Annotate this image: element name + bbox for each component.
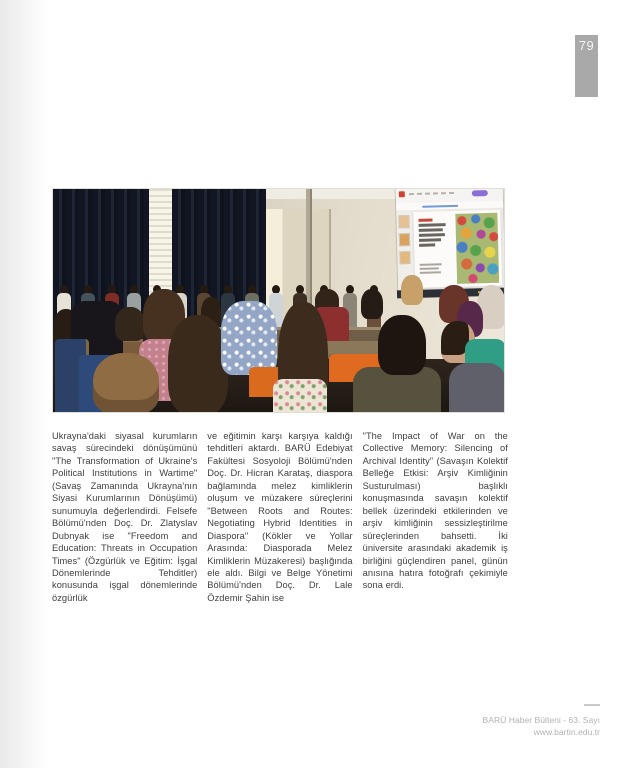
slide-thumbnail — [398, 215, 409, 228]
article-columns — [52, 430, 508, 604]
person-ponytail — [93, 353, 159, 413]
slide-canvas — [413, 210, 502, 288]
slide-title-line — [419, 233, 445, 236]
present-button-shape — [472, 190, 488, 196]
article-column-3: "The Impact of War on the Collective Memory: Silencing of Archival Identity" (Savaşın Kolektif Belleğe Etkisi: Arşiv Kimliğinin Susturulması) başlıklı konuşmasında savaşın kolektif bellek üzerindeki etkilerinden ve arşiv kimliğinin sessizleştirilme süreçlerinden bahsetti. İki üniversite arasındaki akademik iş birliğini güçlendiren panel, günün anısına hatıra fotoğrafı çekimiyle sona erdi. — [362, 431, 508, 591]
footer-rule — [584, 704, 600, 706]
article-column-1: Ukrayna'daki siyasal kurumların savaş sürecindeki dönüşümünü "The Transformation of Ukraine's Political Institutions in Wartime" (Savaş Zamanında Ukrayna'nın Siyasi Kurumlarının Dönüşümü) sunumuyla değerlendirdi. Felsefe Bölümü'nden Doç. Dr. Zlatyslav Dubnyak ise "Freedom and Education: Threats in Occupation Times" (Özgürlük ve Eğitim: İşgal Dönemlerinde Tehditler) konusunda işgal dönemlerinde özgürlük — [52, 431, 198, 603]
slide-thumbnail — [399, 251, 410, 264]
slide-subtitle-line — [420, 271, 441, 273]
slide-subtitle-line — [420, 263, 442, 265]
person-blonde — [401, 275, 423, 305]
person-dark-hair — [378, 315, 426, 375]
slide-title-line — [419, 228, 443, 231]
person-floral-top — [273, 379, 327, 413]
person-blue-headscarf — [221, 301, 277, 375]
page-footer — [482, 697, 600, 738]
page-fold-shading — [0, 0, 48, 768]
balloons-image — [455, 213, 499, 284]
person-shape — [361, 289, 383, 319]
slide-title-line — [419, 223, 446, 226]
page-number: 79 — [578, 38, 595, 53]
slide-title-line — [419, 238, 441, 241]
person-brown-hair — [168, 315, 228, 413]
person-shape — [115, 307, 145, 341]
slide-title-line — [418, 218, 432, 221]
page-number-tab — [575, 35, 598, 97]
footer-website: www.bartin.edu.tr — [533, 726, 600, 737]
article-column-2: ve eğitimin karşı karşıya kaldığı tehditleri aktardı. BARÜ Edebiyat Fakültesi Sosyoloji Bölümü'nden Doç. Dr. Hicran Karataş, diaspora bağlamında melez kimliklerin oluşum ve müzakere süreçlerini "Between Roots and Routes: Negotiating Hybrid Identities in Diaspora" (Kökler ve Yollar Arasında: Diasporada Melez Kimliklerin Müzakeresi) başlığında ele aldı. Bilgi ve Belge Yönetimi Bölümü'nden Doç. Dr. Lale Özdemir Şahin ise — [207, 431, 353, 603]
footer-publication: BARÜ Haber Bülteni - 63. Sayı — [482, 715, 600, 725]
powerpoint-icon — [399, 191, 405, 197]
person-gray-hood — [449, 363, 505, 413]
slide-title-line — [419, 243, 435, 246]
slide-subtitle-line — [420, 267, 439, 269]
event-photo — [52, 188, 505, 413]
slide-thumbnail — [399, 233, 410, 246]
